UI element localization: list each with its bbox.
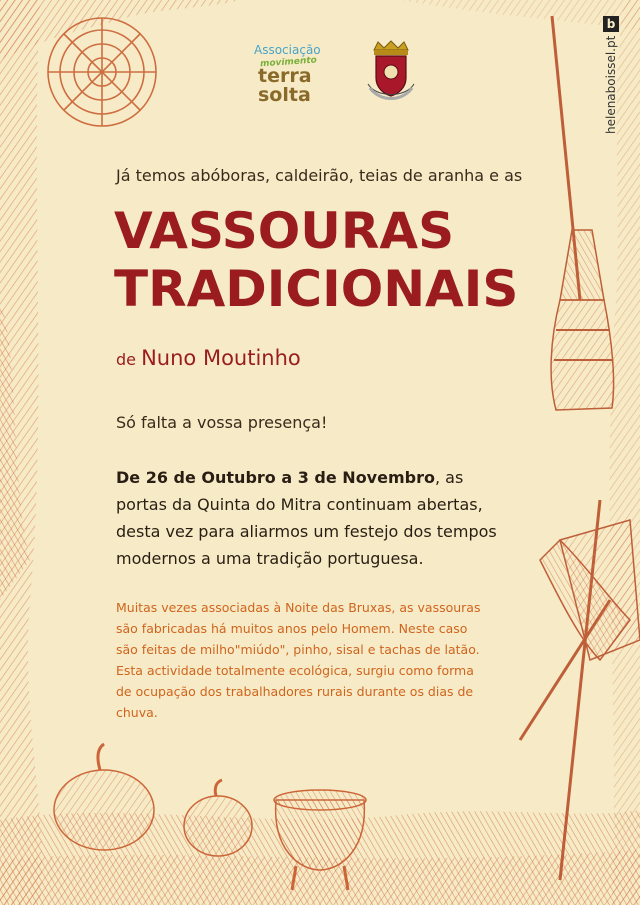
intro-text: Já temos abóboras, caldeirão, teias de aranha e as: [116, 166, 523, 185]
credit-text: helenaboissel.pt: [604, 35, 618, 134]
author-credit: [603, 16, 619, 134]
logo-line-associacao: Associação: [254, 43, 321, 57]
presence-text: Só falta a vossa presença!: [116, 413, 328, 432]
description-paragraph: Muitas vezes associadas à Noite das Bruxas, as vassouras são fabricadas há muitos anos pelo Homem. Neste caso são feitas de milho"miúdo", pinho, sisal e tachas de latão. Esta actividade totalmente ecológica, surgiu como forma de ocupação dos trabalhadores rurais durante os dias de chuva.: [116, 600, 481, 720]
date-range: De 26 de Outubro a 3 de Novembro: [116, 468, 435, 487]
logo-line-movimento: movimento: [259, 55, 318, 70]
municipal-crest-icon: [360, 40, 422, 106]
byline: [116, 346, 301, 370]
title-line-2: TRADICIONAIS: [114, 260, 519, 318]
b-logo-icon: b: [603, 16, 619, 32]
byline-prefix: de: [116, 350, 136, 369]
logo-line-terra: terra: [258, 65, 312, 87]
author-name: Nuno Moutinho: [141, 346, 301, 370]
dates-details: , as portas da Quinta do Mitra continuam abertas, desta vez para aliarmos um festejo dos tempos modernos a uma tradição portuguesa.: [116, 468, 497, 568]
dates-paragraph: [116, 464, 516, 572]
poster-title: [114, 202, 518, 318]
logo-line-solta: solta: [258, 84, 311, 106]
title-line-1: VASSOURAS: [114, 202, 455, 260]
spider-web-icon: [48, 18, 156, 126]
associacao-logo: [254, 44, 330, 105]
